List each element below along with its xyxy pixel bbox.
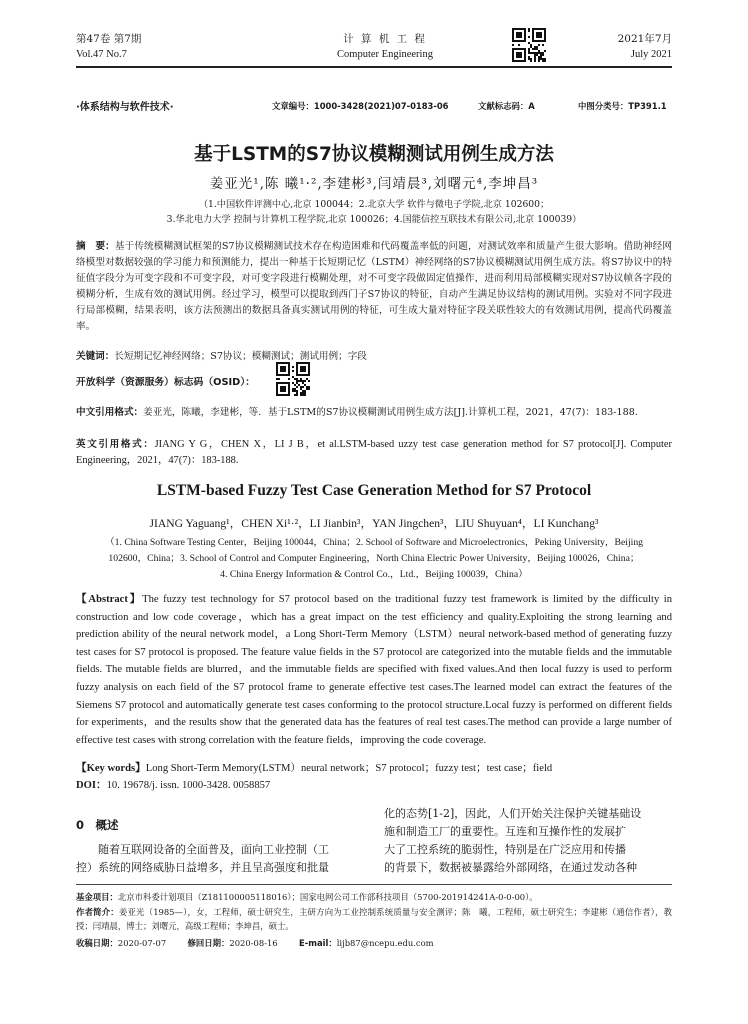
qr-module (544, 60, 546, 62)
qr-module (288, 378, 290, 380)
qr-module (288, 374, 290, 376)
qr-module (538, 44, 540, 46)
section-0-left-column (76, 841, 366, 877)
affiliation-cn-1: （1.中国软件评测中心,北京 100044；2.北京大学 软件与微电子学院,北京 102600； (198, 199, 550, 210)
citation-cn-text: 姜亚光，陈曦，李建彬，等．基于LSTM的S7协议模糊测试用例生成方法[J].计算机工程，2021，47(7)：183-188. (143, 407, 638, 418)
document-code: 文献标志码：A (478, 101, 535, 111)
body-line: 随着互联网设备的全面普及，面向工业控制（工 (76, 843, 329, 856)
authors-cn: 姜亚光¹,陈 曦¹·²,李建彬³,闫靖晨³,刘曙元⁴,李坤昌³ (209, 176, 539, 192)
revised-label: 修回日期： (187, 938, 230, 948)
osid-qr-code (276, 362, 310, 396)
abstract-en-label: 【Abstract】 (76, 594, 143, 605)
funding-label: 基金项目： (76, 892, 118, 902)
qr-module (292, 366, 294, 368)
qr-module (308, 388, 310, 390)
bio-text: 姜亚光（1985—），女，工程师，硕士研究生，主研方向为工业控制系统质量与安全测评；陈 曦，工程师，硕士研究生；李建彬（通信作者），教授；闫靖晨，博士；刘曙元，高级工程师；李坤昌，硕士。 (76, 907, 672, 931)
journal-en: Computer Engineering (337, 49, 433, 60)
article-number: 文章编号：1000-3428(2021)07-0183-06 (272, 101, 449, 111)
qr-module (296, 386, 298, 388)
revised-date: 2020-08-16 (229, 938, 278, 948)
qr-module (528, 36, 530, 38)
citation-en-label: 英文引用格式： (76, 439, 155, 450)
keywords-cn-label: 关键词： (76, 351, 115, 362)
qr-module (540, 36, 542, 38)
qr-module (308, 374, 310, 376)
abstract-en (76, 591, 672, 749)
affiliation-cn-2: 3.华北电力大学 控制与计算机工程学院,北京 100026；4.国能信控互联技术有限公司,北京 100039） (166, 214, 582, 225)
keywords-en-text: Long Short-Term Memory(LSTM）neural network；S7 protocol；fuzzy test；test case；field (145, 763, 553, 774)
abstract-cn-label: 摘 要： (76, 241, 115, 252)
citation-en-text: JIANG Y G，CHEN X，LI J B，et al.LSTM-based uzzy test case generation method for S7 protocol[J]. Computer Engineering，2021，47(7)：183-188. (76, 439, 672, 466)
keywords-cn (76, 349, 672, 365)
qr-module (304, 380, 306, 382)
keywords-en-label: 【Key words】 (76, 763, 146, 774)
footnote-bio (76, 906, 672, 934)
qr-module (528, 30, 530, 32)
footnote-funding (76, 891, 672, 905)
qr-module (524, 60, 526, 62)
qr-module (542, 54, 544, 56)
affiliation-en-3: 4. China Energy Information & Control Co.，Ltd.，Beijing 100039，China） (220, 569, 528, 580)
abstract-cn-text: 基于传统模糊测试框架的S7协议模糊测试技术存在构造困难和代码覆盖率低的问题，对测试效率和质量产生很大影响。借助神经网络模型对数据较强的学习能力和预测能力，提出一种基于长短期记忆（LSTM）神经网络的S7协议模糊测试用例生成方法。将S7协议中的特征值字段分为可变字段和不可变字段，对可变字段进行模糊处理，对不可变字段做固定值操作，进而利用局部模糊实现对S7协议帧各字段的模糊分析，生成有效的测试用例。经过学习，模型可以提取到西门子S7协议的特征，自动产生满足协议结构的测试用例。实验对不同字段进行局部模糊，结果表明，该方法预测出的数据具备真实测试用例的特征，可生成大量对特征字段关联性较大的有效测试用例，提高代码覆盖率。 (76, 241, 672, 332)
keywords-en (76, 760, 672, 778)
footnote-rule (76, 884, 672, 885)
qr-module (292, 370, 294, 372)
abstract-en-text: The fuzzy test technology for S7 protocol based on the traditional fuzzy test framework is limited by the difficulty in construction and low code coverage，which has a great impact on the test efficiency and quality.Exploiting the strong learning and prediction ability of the neural network model，a Long Short-Term Memory（LSTM）neural network-based method of generating fuzzy test cases for S7 protocol is proposed. The feature value fields in the S7 protocol are categorized into the mutable fields and the immutable fields. The mutable fields are blurred，and the immutable fields are specified with fixed values.And then local fuzzy is used to perform fuzzy analysis on each field of the S7 protocol frame to generate effective test cases.The learned model can extract the features of the Siemens S7 protocol and automatically generate test cases conforming to the protocol structure.Local fuzzy is performed on different fields for experiments，and the results show that the generated data has the features of real test cases.The method can provide a large number of effective test cases with strong correlation with the feature fields，improving the code coverage. (76, 594, 673, 746)
qr-module (524, 40, 526, 42)
qr-module (544, 50, 546, 52)
osid-label: 开放科学（资源服务）标志码（OSID）： (76, 377, 256, 388)
qr-module (512, 44, 514, 46)
bio-label: 作者简介： (76, 907, 119, 917)
abstract-cn (76, 239, 672, 335)
journal-cn: 计 算 机 工 程 (343, 33, 427, 45)
section-0-right-column (384, 805, 674, 877)
qr-module (304, 370, 306, 372)
qr-module (288, 394, 290, 396)
received-label: 收稿日期： (76, 938, 118, 948)
qr-module (304, 394, 306, 396)
qr-module (520, 36, 522, 38)
qr-module (542, 44, 544, 46)
received-date: 2020-07-07 (117, 938, 167, 948)
qr-module (518, 44, 520, 46)
body-line: 化的态势[1-2]，因此，人们开始关注保护关键基础设 (384, 807, 642, 820)
date-en: July 2021 (630, 49, 672, 60)
qr-module (544, 40, 546, 42)
qr-module (302, 386, 304, 388)
qr-module (530, 60, 532, 62)
header-rule (76, 66, 672, 68)
doi-label: DOI： (76, 780, 107, 791)
body-line: 的背景下，数据被暴露给外部网络，在通过发动各种 (384, 861, 637, 874)
doi-text: 10. 19678/j. issn. 1000-3428. 0058857 (106, 780, 271, 791)
volume-cn: 第47卷 第7期 (76, 33, 142, 45)
volume-en: Vol.47 No.7 (76, 49, 127, 60)
affiliation-en-2: 102600，China；3. School of Control and Computer Engineering，North China Electric Power University，Beijing 100026，China； (108, 553, 640, 564)
footnote-dates (76, 937, 434, 951)
qr-module (284, 390, 286, 392)
citation-cn-label: 中文引用格式： (76, 407, 144, 418)
email-label: E-mail： (299, 938, 337, 948)
qr-module (296, 394, 298, 396)
qr-module (538, 60, 540, 62)
title-cn: 基于LSTM的S7协议模糊测试用例生成方法 (194, 144, 554, 165)
column-label: ·体系结构与软件技术· (76, 102, 174, 113)
authors-en: JIANG Yaguang¹，CHEN Xi¹·²，LI Jianbin³，YAN Jingchen³，LIU Shuyuan⁴，LI Kunchang³ (149, 517, 599, 530)
doi (76, 777, 672, 795)
citation-en (76, 437, 672, 468)
keywords-cn-text: 长短期记忆神经网络；S7协议；模糊测试；测试用例；字段 (114, 351, 367, 362)
citation-cn (76, 405, 672, 421)
qr-module (534, 60, 536, 62)
funding-text: 北京市科委计划项目（Z181100005118016）；国家电网公司工作部科技项目（5700-201914241A-0-0-00）。 (117, 892, 538, 902)
title-en: LSTM-based Fuzzy Test Case Generation Method for S7 Protocol (156, 482, 592, 499)
qr-code-header (512, 28, 546, 62)
qr-module (278, 378, 280, 380)
date-cn: 2021年7月 (617, 33, 672, 45)
affiliation-en-1: （1. China Software Testing Center，Beijing 100044，China；2. School of Software and Microelectronics，Peking University，Beijing (104, 537, 644, 548)
qr-module (284, 370, 286, 372)
body-line: 大了工控系统的脆弱性，特别是在广泛应用和传播 (384, 843, 626, 856)
body-line: 控）系统的网络威胁日益增多，并且呈高强度和批量 (76, 861, 329, 874)
qr-module (308, 380, 310, 382)
email-address: lijb87@ncepu.edu.com (336, 938, 434, 948)
body-line: 施和制造工厂的重要性。互连和互操作性的发展扩 (384, 825, 626, 838)
section-0-heading: 0 概述 (76, 818, 119, 832)
clc-number: 中图分类号：TP391.1 (578, 101, 667, 111)
qr-module (520, 56, 522, 58)
